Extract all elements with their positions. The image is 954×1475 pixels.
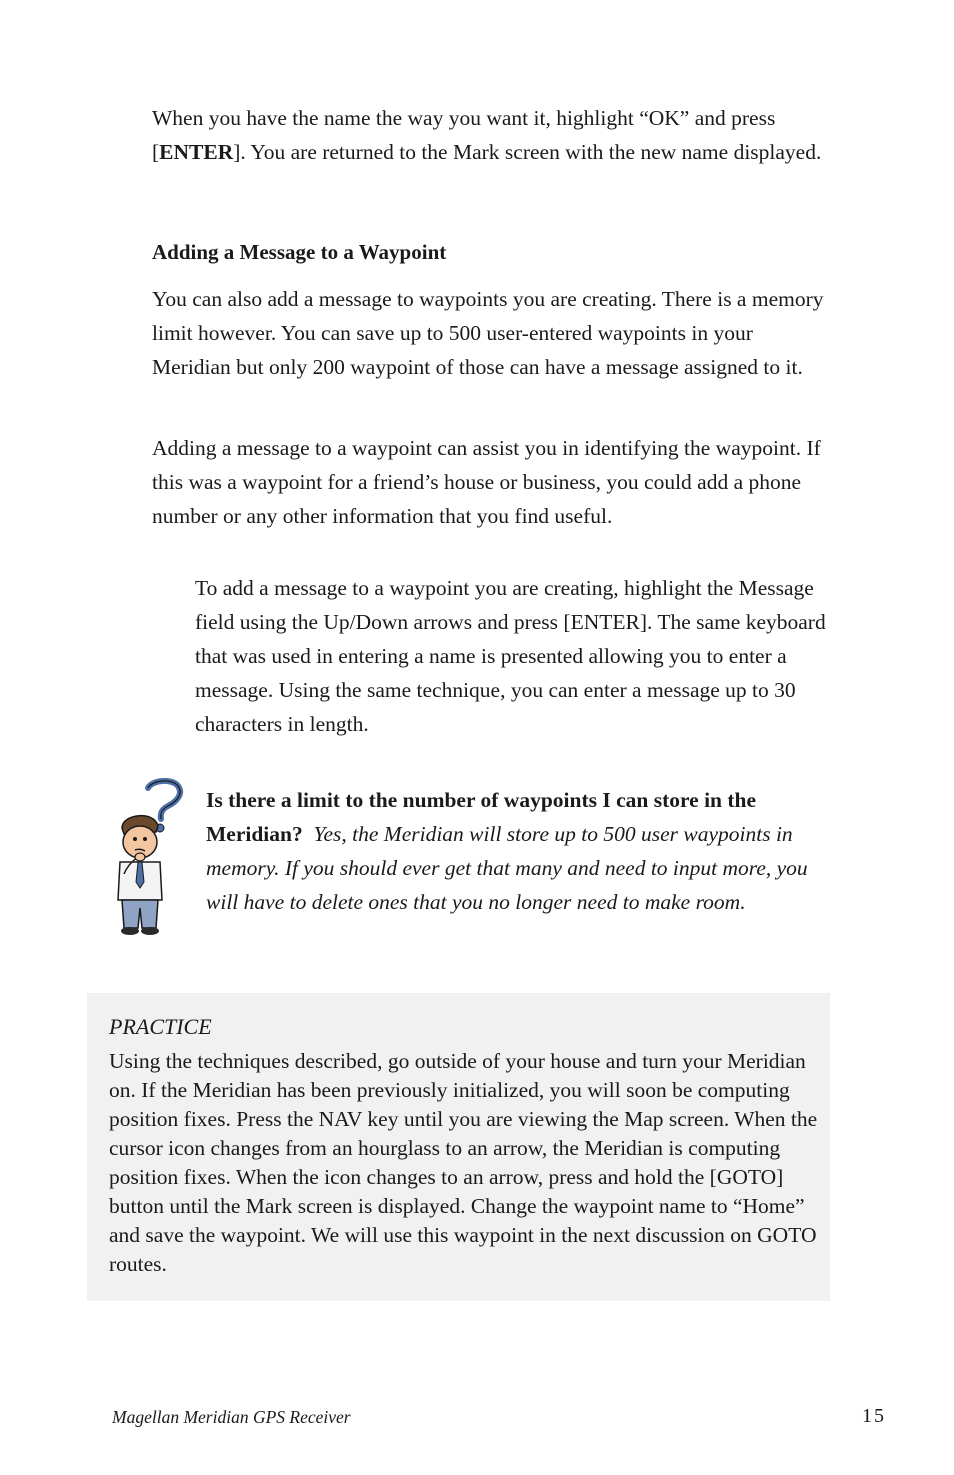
intro-text-start: When you have the name the way you want it, highlight “OK” and press [ [152,106,776,164]
paragraph-add-message-steps: To add a message to a waypoint you are creating, highlight the Message field using the Up/Down arrows and press [ENTER]. The same keyboard that was used in entering a name is presented allowing you to enter a message. Using the same technique, you can enter a message up to 30 characters in length. [195,576,826,736]
enter-key-label: ENTER [159,140,234,164]
footer-title: Magellan Meridian GPS Receiver [112,1407,351,1427]
faq-answer: Yes, the Meridian will store up to 500 user waypoints in memory. If you should ever get that many and need to input more, you will have to delete ones that you no longer need to make room. [206,822,808,914]
section-heading: Adding a Message to a Waypoint [152,240,447,264]
thinking-man-question-icon [110,778,190,936]
page-number: 15 [862,1405,886,1427]
paragraph-message-purpose: Adding a message to a waypoint can assist you in identifying the waypoint. If this was a waypoint for a friend’s house or business, you could add a phone number or any other information that you find useful. [152,436,821,528]
practice-text: Using the techniques described, go outside of your house and turn your Meridian on. If the Meridian has been previously initialized, you will soon be computing position fixes. Press the NAV key until you are viewing the Map screen. When the cursor icon changes from an hourglass to an arrow, the Meridian is computing position fixes. When the icon changes to an arrow, press and hold the [GOTO] button until the Mark screen is displayed. Change the waypoint name to “Home” and save the waypoint. We will use this waypoint in the next discussion on GOTO routes. [109,1049,818,1276]
faq-block [206,783,836,919]
intro-paragraph [152,101,832,169]
faq-question: Is there a limit to the number of waypoints I can store in the Meridian? [206,788,757,846]
practice-title: PRACTICE [109,1014,212,1039]
practice-box [87,993,830,1301]
paragraph-memory-limit: You can also add a message to waypoints you are creating. There is a memory limit however. You can save up to 500 user-entered waypoints in your Meridian but only 200 waypoint of those can have a message assigned to it. [152,287,824,379]
intro-text-end: ]. You are returned to the Mark screen with the new name displayed. [233,140,822,164]
